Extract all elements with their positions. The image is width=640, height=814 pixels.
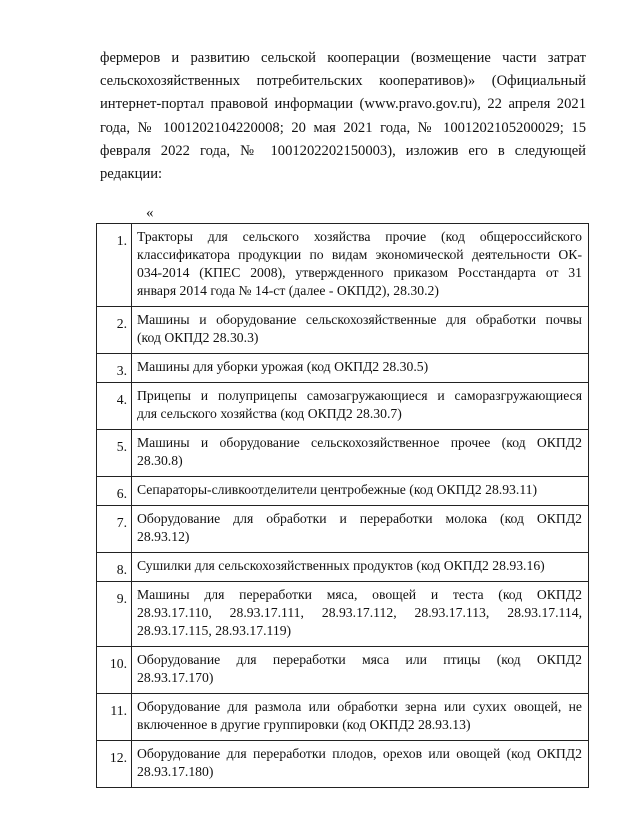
row-description (132, 354, 589, 383)
description-line: включенное в другие группировки (код ОКПД2 28.93.13) (137, 717, 471, 732)
row-number: 3. (97, 354, 132, 383)
row-description (132, 694, 589, 741)
table-row (97, 647, 589, 694)
intro-line: интернет-портал правовой информации (www.pravo.gov.ru), 22 апреля 2021 (100, 96, 586, 113)
description-line: Оборудование для переработки плодов, орехов или овощей (код ОКПД2 (137, 746, 582, 761)
row-description (132, 307, 589, 354)
row-number: 8. (97, 553, 132, 582)
row-description (132, 477, 589, 506)
row-number: 12. (97, 741, 132, 788)
description-line: января 2014 года № 14-ст (далее - ОКПД2), 28.30.2) (137, 283, 439, 298)
description-line: Машины и оборудование сельскохозяйственные для обработки почвы (137, 312, 582, 327)
table-row (97, 553, 589, 582)
intro-paragraph (100, 47, 586, 186)
table-row (97, 477, 589, 506)
description-line: Тракторы для сельского хозяйства прочие (код общероссийского (137, 229, 582, 244)
description-line: 28.30.8) (137, 453, 183, 468)
row-description (132, 647, 589, 694)
intro-line: редакции: (100, 166, 163, 183)
description-line: Машины для переработки мяса, овощей и теста (код ОКПД2 (137, 587, 582, 602)
description-line: классификатора продукции по видам экономической деятельности ОК- (137, 247, 582, 262)
description-line: 28.93.17.115, 28.93.17.119) (137, 623, 292, 638)
description-line: Оборудование для размола или обработки зерна или сухих овощей, не (137, 699, 582, 714)
description-line: 28.93.17.180) (137, 764, 214, 779)
description-line: 28.93.17.170) (137, 670, 214, 685)
row-description (132, 224, 589, 307)
row-description (132, 741, 589, 788)
table-row (97, 741, 589, 788)
row-description (132, 383, 589, 430)
equipment-list-table (96, 223, 589, 788)
row-number: 5. (97, 430, 132, 477)
table-row (97, 224, 589, 307)
description-line: Машины и оборудование сельскохозяйственное прочее (код ОКПД2 (137, 435, 582, 450)
row-description (132, 553, 589, 582)
table-row (97, 354, 589, 383)
row-description (132, 506, 589, 553)
description-line: Оборудование для переработки мяса или птицы (код ОКПД2 (137, 652, 582, 667)
description-line: 034-2014 (КПЕС 2008), утвержденного приказом Росстандарта от 31 (137, 265, 582, 280)
row-description (132, 582, 589, 647)
description-line: Машины для уборки урожая (код ОКПД2 28.30.5) (137, 359, 429, 374)
table-row (97, 430, 589, 477)
opening-quote-mark: « (146, 205, 154, 221)
row-number: 2. (97, 307, 132, 354)
intro-line: сельскохозяйственных потребительских кооперативов)» (Официальный (100, 73, 586, 90)
description-line: Сепараторы-сливкоотделители центробежные (код ОКПД2 28.93.11) (137, 482, 538, 497)
table-row (97, 307, 589, 354)
table-row (97, 694, 589, 741)
description-line: 28.93.17.110, 28.93.17.111, 28.93.17.112, 28.93.17.113, 28.93.17.114, (137, 605, 582, 620)
description-line: (код ОКПД2 28.30.3) (137, 330, 259, 345)
description-line: 28.93.12) (137, 529, 190, 544)
description-line: для сельского хозяйства (код ОКПД2 28.30.7) (137, 406, 402, 421)
row-number: 6. (97, 477, 132, 506)
intro-line: фермеров и развитию сельской кооперации (возмещение части затрат (100, 50, 586, 66)
table-row (97, 383, 589, 430)
row-number: 1. (97, 224, 132, 307)
row-description (132, 430, 589, 477)
description-line: Оборудование для обработки и переработки молока (код ОКПД2 (137, 511, 582, 526)
description-line: Прицепы и полуприцепы самозагружающиеся и саморазгружающиеся (137, 388, 582, 403)
table-row (97, 506, 589, 553)
row-number: 10. (97, 647, 132, 694)
intro-line: февраля 2022 года, № 1001202202150003), изложив его в следующей (100, 142, 586, 159)
row-number: 4. (97, 383, 132, 430)
description-line: Сушилки для сельскохозяйственных продуктов (код ОКПД2 28.93.16) (137, 558, 545, 573)
row-number: 7. (97, 506, 132, 553)
intro-line: года, № 1001202104220008; 20 мая 2021 года, № 1001202105200029; 15 (100, 119, 586, 136)
table-row (97, 582, 589, 647)
row-number: 9. (97, 582, 132, 647)
row-number: 11. (97, 694, 132, 741)
